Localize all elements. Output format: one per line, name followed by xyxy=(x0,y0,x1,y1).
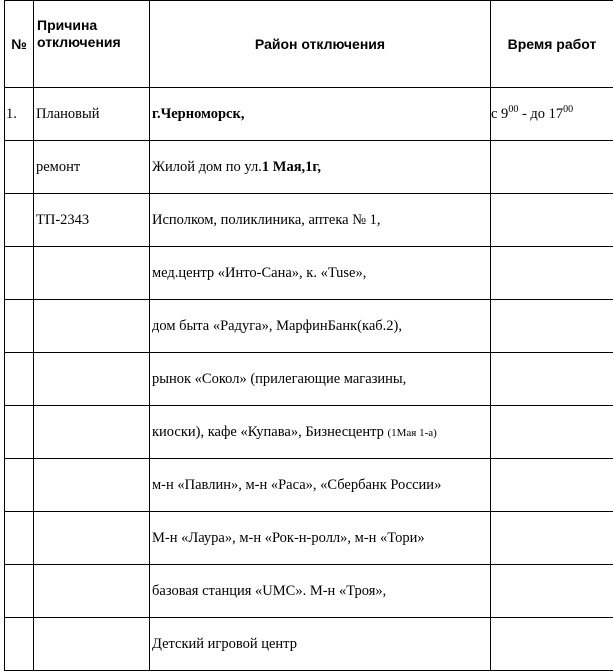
row-number xyxy=(5,141,34,194)
row-area: мед.центр «Инто-Сана», к. «Tuse», xyxy=(150,247,491,300)
table-row xyxy=(5,353,613,406)
row-area: Исполком, поликлиника, аптека № 1, xyxy=(150,194,491,247)
area-prefix: Жилой дом по ул. xyxy=(152,159,262,175)
row-time xyxy=(491,512,613,565)
row-cause: Плановый xyxy=(34,88,150,141)
row-time xyxy=(491,565,613,618)
row-area xyxy=(150,88,491,141)
row-cause: ТП-2343 xyxy=(34,194,150,247)
header-cause xyxy=(34,1,150,88)
row-time xyxy=(491,406,613,459)
time-start-prefix: с 9 xyxy=(491,106,508,122)
time-end-prefix: - до 17 xyxy=(518,106,563,122)
header-cause-line2: отключения xyxy=(37,34,121,50)
row-cause xyxy=(34,300,150,353)
table-row xyxy=(5,618,613,671)
row-area: дом быта «Радуга», МарфинБанк(каб.2), xyxy=(150,300,491,353)
row-cause xyxy=(34,565,150,618)
row-cause xyxy=(34,353,150,406)
row-area: Детский игровой центр xyxy=(150,618,491,671)
row-cause xyxy=(34,512,150,565)
row-number xyxy=(5,618,34,671)
row-number xyxy=(5,565,34,618)
table-row xyxy=(5,565,613,618)
row-number xyxy=(5,512,34,565)
time-end-minutes: 00 xyxy=(563,104,573,115)
row-cause xyxy=(34,247,150,300)
area-main: киоски), кафе «Купава», Бизнесцентр xyxy=(152,424,387,440)
row-time xyxy=(491,247,613,300)
row-area xyxy=(150,406,491,459)
header-cause-line1: Причина xyxy=(37,17,97,33)
row-cause xyxy=(34,459,150,512)
row-number: 1. xyxy=(5,88,34,141)
header-time: Время работ xyxy=(491,1,613,88)
row-area: м-н «Павлин», м-н «Раса», «Сбербанк России» xyxy=(150,459,491,512)
row-time xyxy=(491,141,613,194)
table-row xyxy=(5,247,613,300)
row-number xyxy=(5,406,34,459)
area-small-note: (1Мая 1-а) xyxy=(387,427,436,439)
row-area: базовая станция «UMC». М-н «Троя», xyxy=(150,565,491,618)
table-row xyxy=(5,459,613,512)
row-time xyxy=(491,353,613,406)
table-row xyxy=(5,88,613,141)
row-number xyxy=(5,194,34,247)
table-row xyxy=(5,194,613,247)
row-number xyxy=(5,353,34,406)
row-time xyxy=(491,618,613,671)
row-number xyxy=(5,247,34,300)
row-area: рынок «Сокол» (прилегающие магазины, xyxy=(150,353,491,406)
row-area xyxy=(150,141,491,194)
row-number xyxy=(5,300,34,353)
table-row xyxy=(5,141,613,194)
area-address: 1 Мая,1г, xyxy=(262,159,321,175)
table-header-row xyxy=(5,1,613,88)
city-name: г.Черноморск, xyxy=(152,106,244,122)
header-number: № xyxy=(5,1,34,88)
row-cause xyxy=(34,406,150,459)
row-cause xyxy=(34,618,150,671)
header-area: Район отключения xyxy=(150,1,491,88)
row-time xyxy=(491,300,613,353)
row-time xyxy=(491,194,613,247)
row-number xyxy=(5,459,34,512)
table-row xyxy=(5,406,613,459)
time-start-minutes: 00 xyxy=(508,104,518,115)
row-time xyxy=(491,88,613,141)
table-row xyxy=(5,300,613,353)
row-area: М-н «Лаура», м-н «Рок-н-ролл», м-н «Тори» xyxy=(150,512,491,565)
row-cause: ремонт xyxy=(34,141,150,194)
row-time xyxy=(491,459,613,512)
outage-table xyxy=(4,0,613,671)
table-row xyxy=(5,512,613,565)
